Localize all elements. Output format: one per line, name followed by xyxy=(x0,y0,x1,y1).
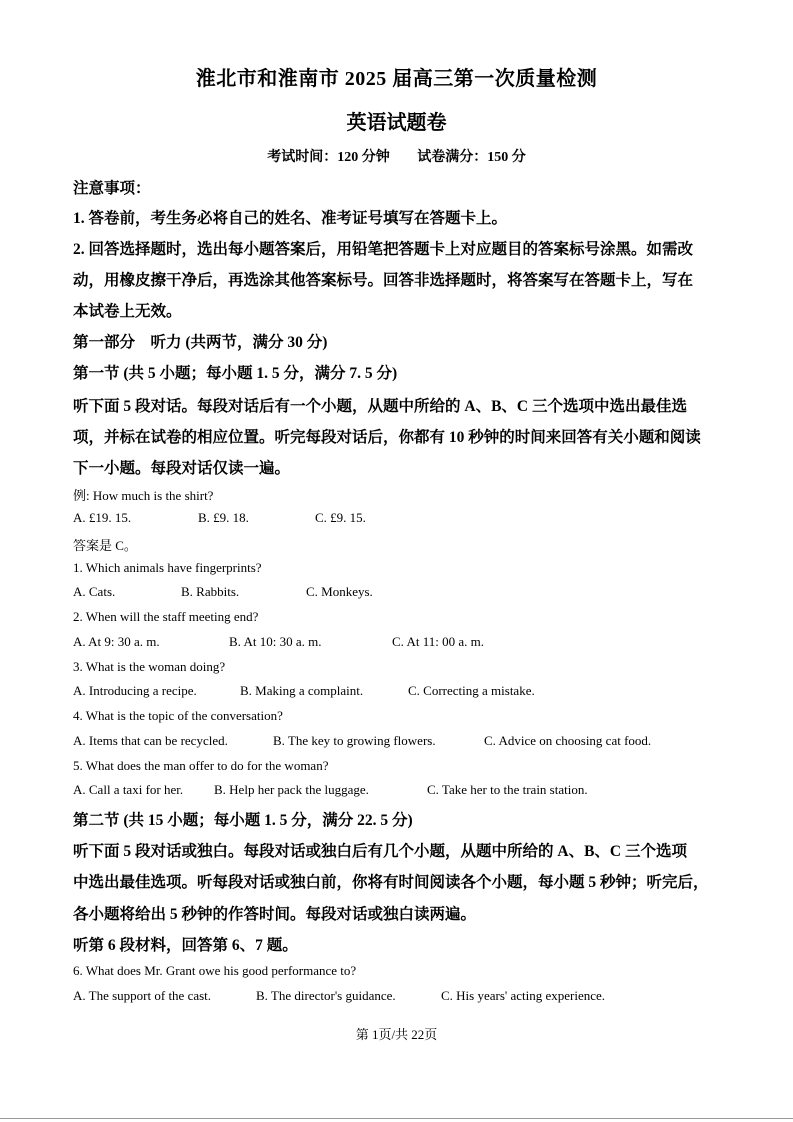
question-4: 4. What is the topic of the conversation? xyxy=(73,708,283,723)
part1-heading: 第一部分 听力 (共两节，满分 30 分) xyxy=(73,334,328,351)
question-2: 2. When will the staff meeting end? xyxy=(73,609,259,624)
exam-subtitle: 英语试题卷 xyxy=(346,112,447,134)
notice-item-2-line-1: 2. 回答选择题时，选出每小题答案后，用铅笔把答题卡上对应题目的答案标号涂黑。如需改 xyxy=(73,241,694,258)
q4-option-c: C. Advice on choosing cat food. xyxy=(484,733,652,748)
section2-instruction-2: 中选出最佳选项。听每段对话或独白前，你将有时间阅读各个小题，每小题 5 秒钟；听完后， xyxy=(73,874,709,891)
page-number: 第 1页/共 22页 xyxy=(355,1027,438,1042)
q6-option-b: B. The director's guidance. xyxy=(256,988,396,1003)
q2-option-a: A. At 9: 30 a. m. xyxy=(73,634,160,649)
q3-option-b: B. Making a complaint. xyxy=(240,683,364,698)
exam-score: 试卷满分：150 分 xyxy=(417,150,526,165)
section1-instruction-1: 听下面 5 段对话。每段对话后有一个小题，从题中所给的 A、B、C 三个选项中选出最佳选 xyxy=(73,398,687,415)
q4-option-a: A. Items that can be recycled. xyxy=(73,733,228,748)
notice-item-2-line-2: 动，用橡皮擦干净后，再选涂其他答案标号。回答非选择题时，将答案写在答题卡上，写在 xyxy=(73,272,694,289)
example-question: 例: How much is the shirt? xyxy=(73,488,214,503)
example-option-a: A. £19. 15. xyxy=(73,510,132,525)
material-6-heading: 听第 6 段材料，回答第 6、7 题。 xyxy=(73,937,298,954)
q6-option-c: C. His years' acting experience. xyxy=(441,988,606,1003)
q1-option-b: B. Rabbits. xyxy=(181,584,240,599)
exam-meta xyxy=(0,146,793,166)
question-6: 6. What does Mr. Grant owe his good performance to? xyxy=(73,963,357,978)
q3-option-a: A. Introducing a recipe. xyxy=(73,683,197,698)
question-1: 1. Which animals have fingerprints? xyxy=(73,560,262,575)
q3-option-c: C. Correcting a mistake. xyxy=(408,683,535,698)
q5-option-c: C. Take her to the train station. xyxy=(427,782,588,797)
example-answer: 答案是 C。 xyxy=(73,538,137,553)
q6-option-a: A. The support of the cast. xyxy=(73,988,212,1003)
notice-item-1: 1. 答卷前，考生务必将自己的姓名、准考证号填写在答题卡上。 xyxy=(73,210,508,227)
section2-instruction-3: 各小题将给出 5 秒钟的作答时间。每段对话或独白读两遍。 xyxy=(73,906,477,923)
bottom-divider xyxy=(0,1118,793,1119)
section1-instruction-2: 项，并标在试卷的相应位置。听完每段对话后，你都有 10 秒钟的时间来回答有关小题和阅读 xyxy=(73,429,701,446)
q1-option-a: A. Cats. xyxy=(73,584,116,599)
notice-heading: 注意事项： xyxy=(73,180,151,197)
q1-option-c: C. Monkeys. xyxy=(306,584,373,599)
notice-item-2-line-3: 本试卷上无效。 xyxy=(73,303,182,320)
example-option-c: C. £9. 15. xyxy=(315,510,366,525)
example-option-b: B. £9. 18. xyxy=(198,510,249,525)
question-5: 5. What does the man offer to do for the woman? xyxy=(73,758,329,773)
section2-heading: 第二节 (共 15 小题；每小题 1. 5 分，满分 22. 5 分) xyxy=(73,812,413,829)
q2-option-b: B. At 10: 30 a. m. xyxy=(229,634,322,649)
section1-heading: 第一节 (共 5 小题；每小题 1. 5 分，满分 7. 5 分) xyxy=(73,365,398,382)
exam-time: 考试时间：120 分钟 xyxy=(267,150,390,165)
exam-title: 淮北市和淮南市 2025 届高三第一次质量检测 xyxy=(195,68,598,90)
q5-option-b: B. Help her pack the luggage. xyxy=(214,782,369,797)
q4-option-b: B. The key to growing flowers. xyxy=(273,733,436,748)
q5-option-a: A. Call a taxi for her. xyxy=(73,782,184,797)
section1-instruction-3: 下一小题。每段对话仅读一遍。 xyxy=(73,460,291,477)
q2-option-c: C. At 11: 00 a. m. xyxy=(392,634,484,649)
section2-instruction-1: 听下面 5 段对话或独白。每段对话或独白后有几个小题，从题中所给的 A、B、C 三个选项 xyxy=(73,843,687,860)
question-3: 3. What is the woman doing? xyxy=(73,659,226,674)
